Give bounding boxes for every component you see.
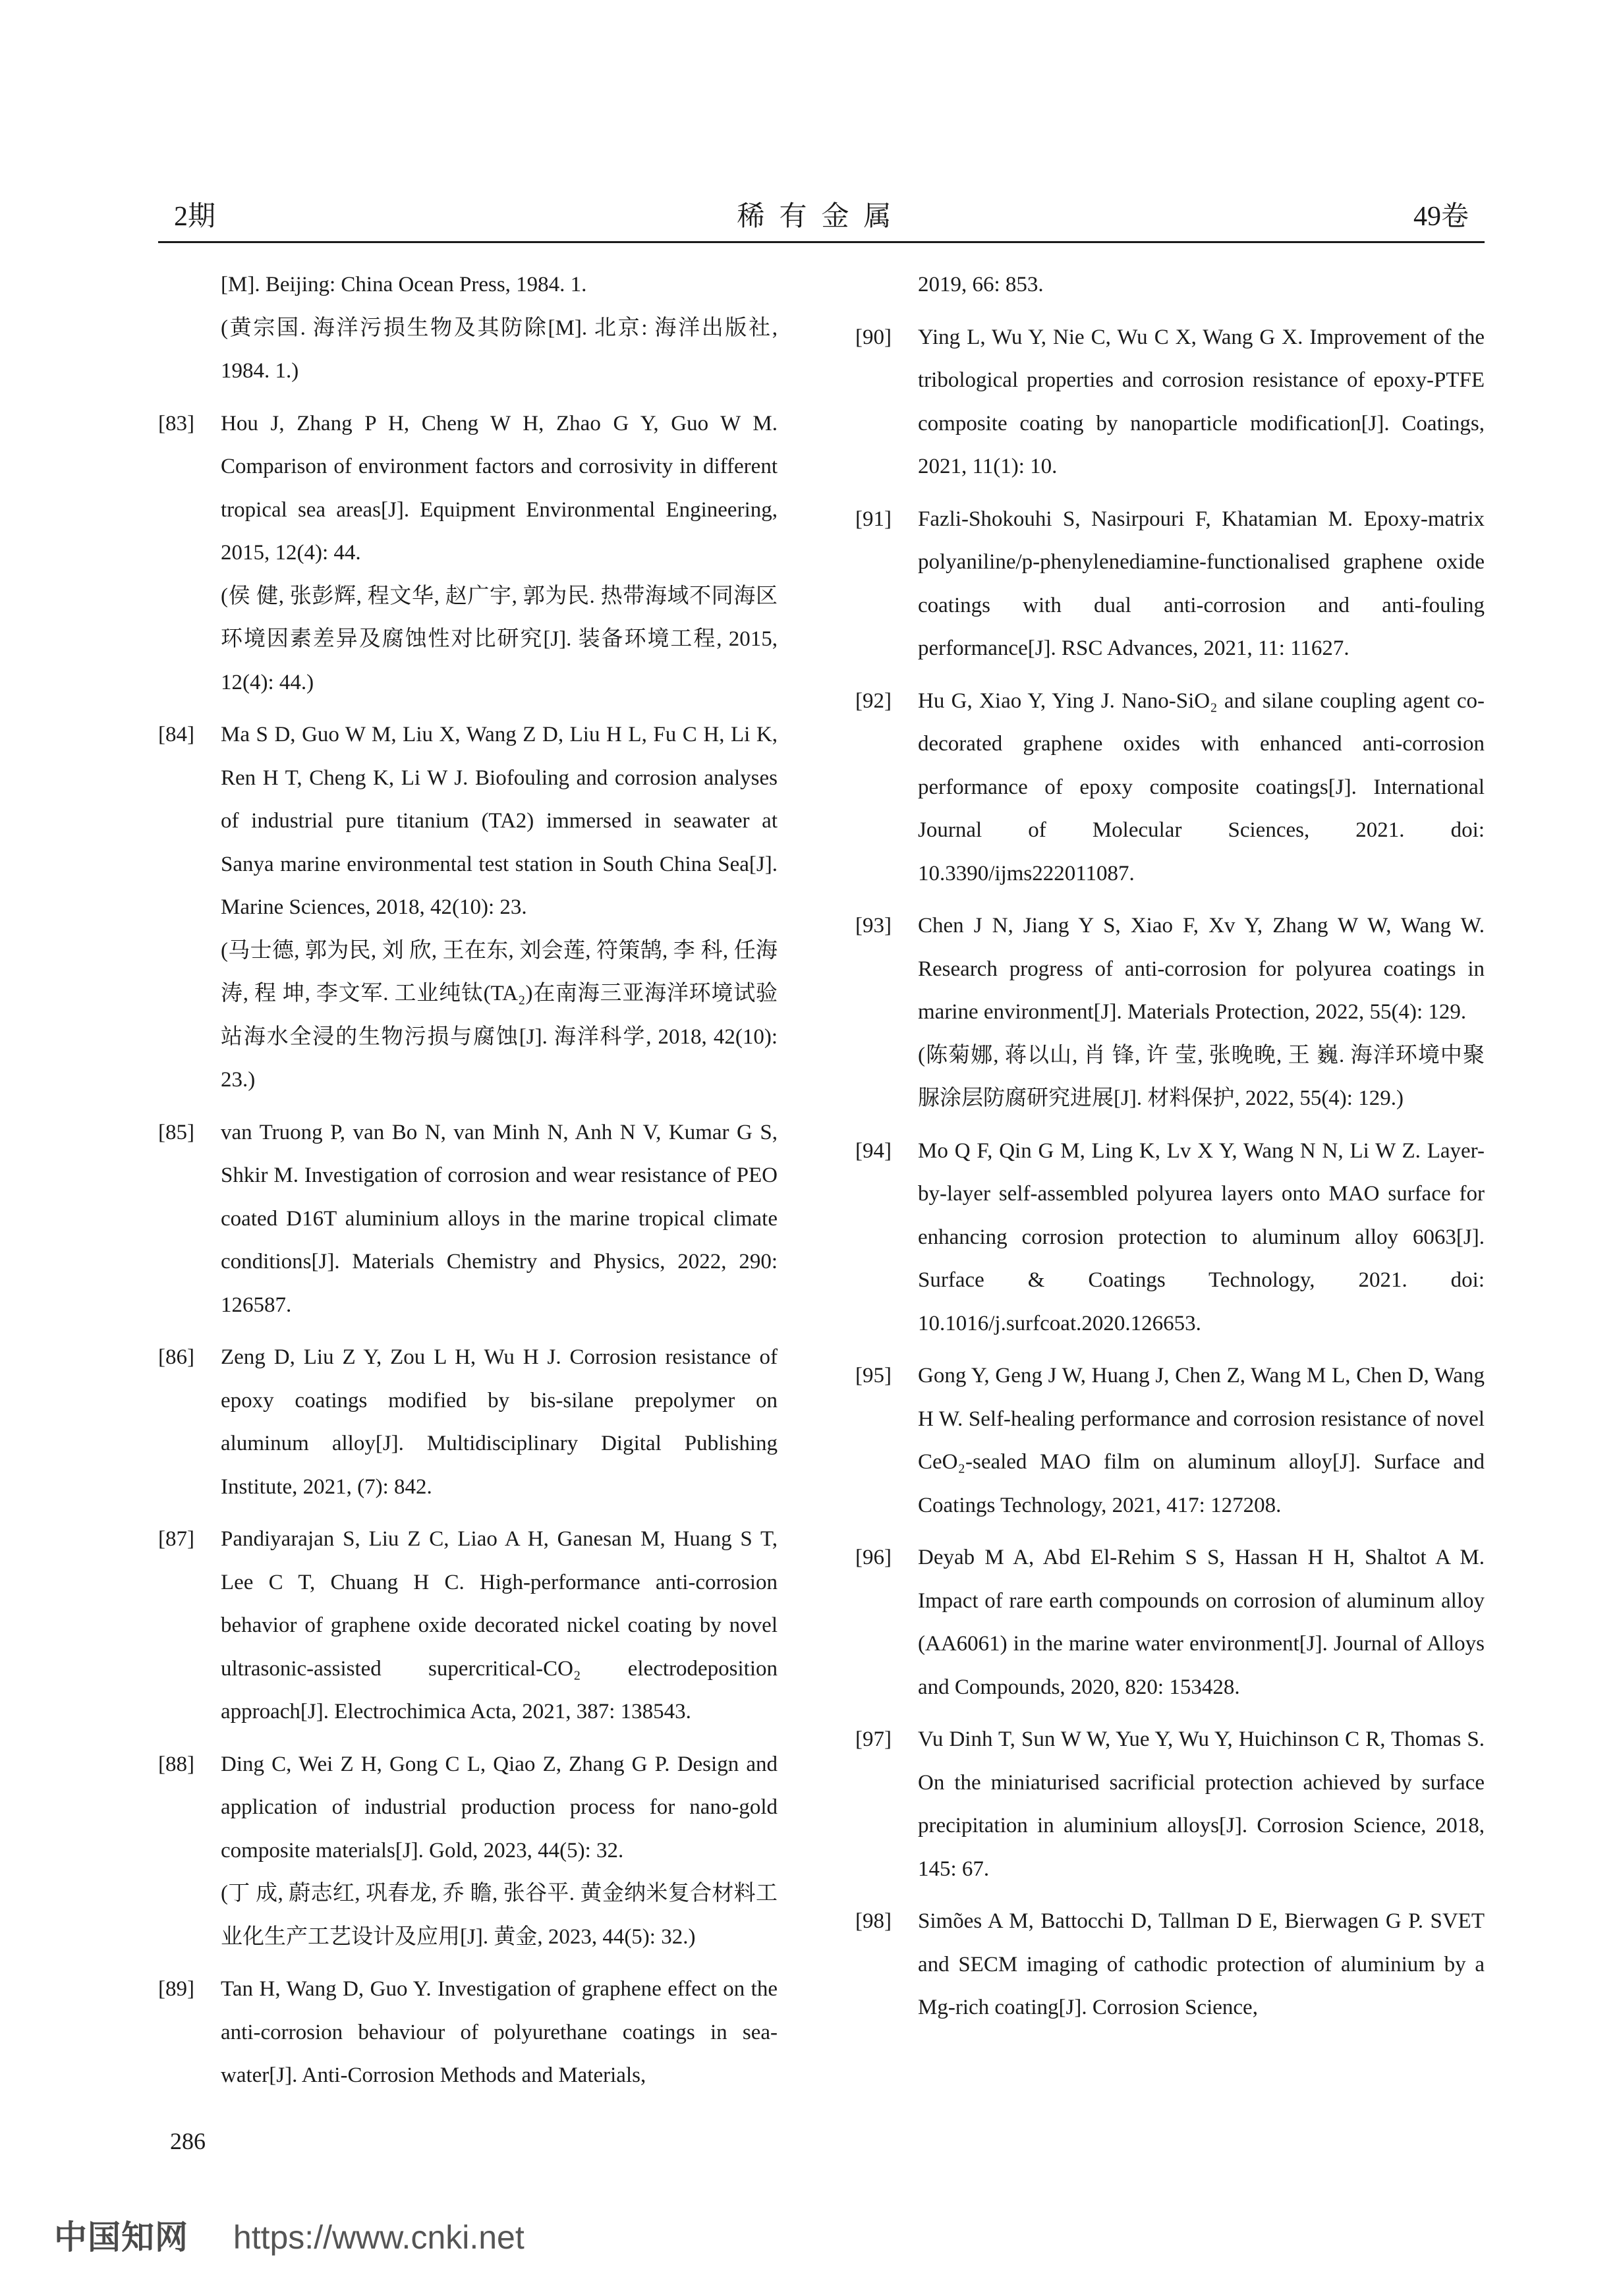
watermark-url[interactable]: https://www.cnki.net (233, 2219, 525, 2256)
reference-text (918, 316, 1485, 489)
ref-continuation-en: 2019, 66: 853. (918, 273, 1044, 296)
reference-list-left (158, 403, 778, 2098)
reference-number: [91] (855, 507, 892, 531)
reference-number: [86] (158, 1345, 194, 1369)
reference-entry (158, 1518, 778, 1734)
cnki-watermark (54, 2218, 525, 2257)
reference-text-en: Gong Y, Geng J W, Huang J, Chen Z, Wang M L, Chen D, Wang H W. Self-healing performance and corrosion resistance of novel CeO₂-sealed MAO film on aluminum alloy[J]. Surface and Coatings Technology, 2021, 417: 127208. (918, 1364, 1485, 1517)
reference-entry (158, 714, 778, 1102)
reference-number: [87] (158, 1527, 194, 1551)
page-number: 286 (170, 2128, 206, 2154)
reference-text-en: Simões A M, Battocchi D, Tallman D E, Bierwagen G P. SVET and SECM imaging of cathodic protection of aluminium by a Mg-rich coating[J]. Corrosion Science, (918, 1909, 1485, 2019)
reference-number: [83] (158, 411, 194, 435)
reference-text-cn: (马士德, 郭为民, 刘 欣, 王在东, 刘会莲, 符策鹄, 李 科, 任海涛, 程 坤, 李文军. 工业纯钛(TA₂)在南海三亚海洋环境试验站海水全浸的生物污损与腐蚀[J]. 海洋科学, 2018, 42(10): 23.) (221, 938, 778, 1092)
reference-entry (158, 403, 778, 705)
reference-text (918, 1718, 1485, 1891)
reference-entry (855, 1900, 1485, 2030)
reference-text (918, 680, 1485, 896)
reference-text (221, 714, 778, 1102)
reference-number: [89] (158, 1977, 194, 2001)
reference-text-en: Mo Q F, Qin G M, Ling K, Lv X Y, Wang N N, Li W Z. Layer-by-layer self-assembled polyurea layers onto MAO surface for enhancing corrosion protection to aluminum alloy 6063[J]. Surface & Coatings Technology, 2021. doi: 10.1016/j.surfcoat.2020.126653. (918, 1138, 1485, 1335)
reference-text-en: Fazli-Shokouhi S, Nasirpouri F, Khatamian M. Epoxy-matrix polyaniline/p-phenylenediamine-functionalised graphene oxide coatings with dual anti-corrosion and anti-fouling performance[J]. RSC Advances, 2021, 11: 11627. (918, 507, 1485, 660)
ref-continuation-cn: (黄宗国. 海洋污损生物及其防除[M]. 北京: 海洋出版社, 1984. 1.) (221, 316, 778, 383)
reference-number: [97] (855, 1727, 892, 1751)
reference-text (918, 1355, 1485, 1527)
reference-text (221, 1968, 778, 2098)
reference-entry (855, 1718, 1485, 1891)
ref-continuation (158, 264, 778, 393)
journal-title: 稀有金属 (737, 202, 906, 232)
right-column (855, 264, 1485, 2039)
reference-entry (158, 1111, 778, 1328)
reference-text-en: Zeng D, Liu Z Y, Zou L H, Wu H J. Corrosion resistance of epoxy coatings modified by bis-silane prepolymer on aluminum alloy[J]. Multidisciplinary Digital Publishing Institute, 2021, (7): 842. (221, 1345, 778, 1499)
reference-text-en: Ying L, Wu Y, Nie C, Wu C X, Wang G X. Improvement of the tribological properties and corrosion resistance of epoxy-PTFE composite coating by nanoparticle modification[J]. Coatings, 2021, 11(1): 10. (918, 325, 1485, 478)
reference-text (221, 1111, 778, 1328)
reference-text (918, 1900, 1485, 2030)
reference-number: [85] (158, 1120, 194, 1144)
reference-entry (855, 316, 1485, 489)
reference-number: [88] (158, 1752, 194, 1776)
reference-text (918, 905, 1485, 1121)
watermark-brand: 中国知网 (54, 2219, 188, 2256)
reference-number: [84] (158, 723, 194, 746)
reference-entry (158, 1743, 778, 1959)
reference-text-cn: (陈菊娜, 蒋以山, 肖 锋, 许 莹, 张晚晚, 王 巍. 海洋环境中聚脲涂层防腐研究进展[J]. 材料保护, 2022, 55(4): 129.) (918, 1043, 1485, 1110)
reference-text (918, 1536, 1485, 1709)
reference-entry (855, 1536, 1485, 1709)
reference-number: [94] (855, 1138, 892, 1163)
left-column (158, 264, 778, 2107)
reference-list-right (855, 316, 1485, 2030)
reference-number: [98] (855, 1909, 892, 1933)
reference-text-cn: (丁 成, 蔚志红, 巩春龙, 乔 瞻, 张谷平. 黄金纳米复合材料工业化生产工艺设计及应用[J]. 黄金, 2023, 44(5): 32.) (221, 1882, 778, 1949)
reference-entry (855, 498, 1485, 671)
reference-text (918, 498, 1485, 671)
issue-number: 2期 (174, 202, 216, 232)
running-header (158, 195, 1485, 243)
volume-number: 49卷 (1413, 202, 1469, 232)
ref-continuation (855, 264, 1485, 307)
reference-text-en: Chen J N, Jiang Y S, Xiao F, Xv Y, Zhang W W, Wang W. Research progress of anti-corrosion for polyurea coatings in marine environment[J]. Materials Protection, 2022, 55(4): 129. (918, 914, 1485, 1024)
reference-text-en: Hou J, Zhang P H, Cheng W H, Zhao G Y, Guo W M. Comparison of environment factors and corrosivity in different tropical sea areas[J]. Equipment Environmental Engineering, 2015, 12(4): 44. (221, 411, 778, 565)
reference-number: [96] (855, 1546, 892, 1569)
reference-text-en: van Truong P, van Bo N, van Minh N, Anh N V, Kumar G S, Shkir M. Investigation of corrosion and wear resistance of PEO coated D16T aluminium alloys in the marine tropical climate conditions[J]. Materials Chemistry and Physics, 2022, 290: 126587. (221, 1120, 778, 1317)
reference-text-en: Ma S D, Guo W M, Liu X, Wang Z D, Liu H L, Fu C H, Li K, Ren H T, Cheng K, Li W J. Biofouling and corrosion analyses of industrial pure titanium (TA2) immersed in seawater at Sanya marine environmental test station in South China Sea[J]. Marine Sciences, 2018, 42(10): 23. (221, 723, 778, 919)
reference-text-en: Hu G, Xiao Y, Ying J. Nano-SiO₂ and silane coupling agent co-decorated graphene oxides with enhanced anti-corrosion performance of epoxy composite coatings[J]. International Journal of Molecular Sciences, 2021. doi: 10.3390/ijms222011087. (918, 688, 1485, 885)
reference-entry (158, 1968, 778, 2098)
reference-number: [93] (855, 914, 892, 938)
reference-text-en: Tan H, Wang D, Guo Y. Investigation of graphene effect on the anti-corrosion behaviour of polyurethane coatings in sea-water[J]. Anti-Corrosion Methods and Materials, (221, 1977, 778, 2087)
reference-text (221, 1336, 778, 1509)
ref-continuation-en: [M]. Beijing: China Ocean Press, 1984. 1. (221, 273, 587, 296)
reference-text-en: Pandiyarajan S, Liu Z C, Liao A H, Ganesan M, Huang S T, Lee C T, Chuang H C. High-performance anti-corrosion behavior of graphene oxide decorated nickel coating by novel ultrasonic-assisted supercritical-CO₂ electrodeposition approach[J]. Electrochimica Acta, 2021, 387: 138543. (221, 1527, 778, 1723)
reference-text (221, 403, 778, 705)
reference-text-en: Ding C, Wei Z H, Gong C L, Qiao Z, Zhang G P. Design and application of industrial production process for nano-gold composite materials[J]. Gold, 2023, 44(5): 32. (221, 1752, 778, 1862)
reference-number: [92] (855, 688, 892, 713)
reference-number: [95] (855, 1364, 892, 1387)
reference-text (918, 1130, 1485, 1346)
reference-text (221, 1743, 778, 1959)
reference-text-en: Vu Dinh T, Sun W W, Yue Y, Wu Y, Huichinson C R, Thomas S. On the miniaturised sacrificial protection achieved by surface precipitation in aluminium alloys[J]. Corrosion Science, 2018, 145: 67. (918, 1727, 1485, 1881)
reference-entry (855, 1130, 1485, 1346)
reference-text (221, 1518, 778, 1734)
reference-entry (855, 680, 1485, 896)
reference-entry (855, 905, 1485, 1121)
reference-entry (855, 1355, 1485, 1527)
reference-text-cn: (侯 健, 张彭辉, 程文华, 赵广宇, 郭为民. 热带海域不同海区环境因素差异及腐蚀性对比研究[J]. 装备环境工程, 2015, 12(4): 44.) (221, 584, 778, 694)
reference-number: [90] (855, 325, 892, 349)
reference-text-en: Deyab M A, Abd El-Rehim S S, Hassan H H, Shaltot A M. Impact of rare earth compounds on corrosion of aluminum alloy (AA6061) in the marine water environment[J]. Journal of Alloys and Compounds, 2020, 820: 153428. (918, 1546, 1485, 1699)
reference-entry (158, 1336, 778, 1509)
